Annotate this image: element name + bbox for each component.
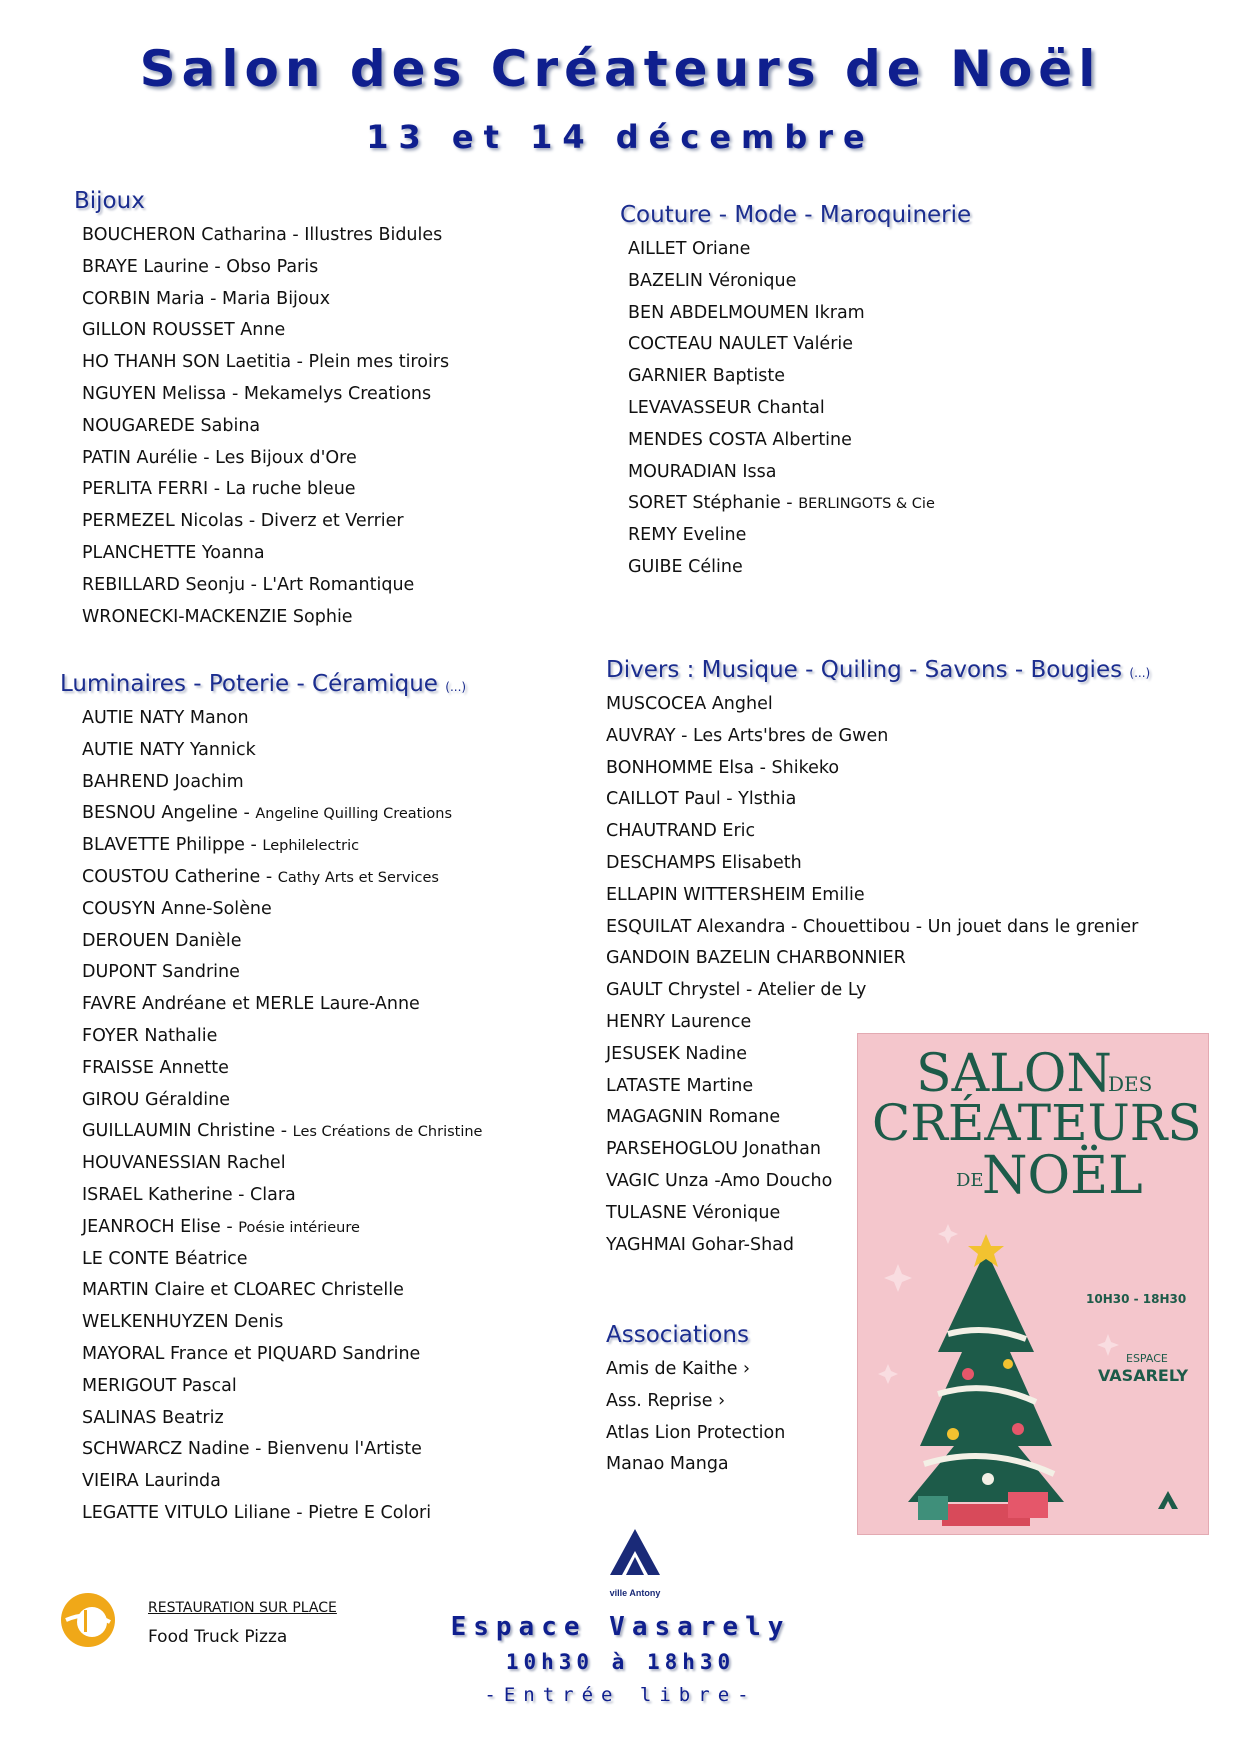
list-item — [628, 361, 971, 393]
item-text: BAHREND Joachim — [82, 771, 244, 792]
list-item — [82, 1212, 482, 1244]
list-item — [82, 989, 482, 1021]
list-item — [82, 1434, 482, 1466]
list-item — [606, 689, 1150, 721]
item-text: Atlas Lion Protection — [606, 1422, 786, 1443]
list-item — [82, 347, 449, 379]
item-text: BAZELIN Véronique — [628, 270, 797, 291]
item-text: BLAVETTE Philippe - — [82, 835, 263, 856]
poster-hours: 10H30 - 18H30 — [1086, 1292, 1187, 1306]
list-item — [82, 1371, 482, 1403]
list-item — [82, 926, 482, 958]
item-text: FRAISSE Annette — [82, 1057, 229, 1078]
item-text: Amis de Kaithe › — [606, 1359, 751, 1379]
section-heading: Bijoux — [74, 188, 145, 214]
list-item — [82, 379, 449, 411]
list-item — [82, 1339, 482, 1371]
antony-logo-icon — [602, 1527, 668, 1583]
ville-antony-logo — [602, 1527, 668, 1597]
item-subtitle: Poésie intérieure — [238, 1219, 360, 1236]
item-text: GAULT Chrystel - Atelier de Ly — [606, 980, 867, 1001]
list-item — [82, 443, 449, 475]
list-item — [628, 298, 971, 330]
item-text: Manao Manga — [606, 1454, 729, 1475]
item-text: PLANCHETTE Yoanna — [82, 542, 265, 563]
section-bijoux — [74, 188, 449, 633]
item-subtitle: BERLINGOTS & Cie — [798, 496, 935, 513]
item-text: AUTIE NATY Manon — [82, 708, 249, 728]
list-item — [82, 1180, 482, 1212]
item-text: AUTIE NATY Yannick — [82, 739, 256, 760]
item-text: REBILLARD Seonju - L'Art Romantique — [82, 574, 415, 595]
item-text: CHAUTRAND Eric — [606, 821, 756, 842]
list-item — [82, 1148, 482, 1180]
list-item — [606, 753, 1150, 785]
list-item — [82, 602, 449, 634]
event-poster — [857, 1033, 1209, 1535]
item-text: HENRY Laurence — [606, 1011, 752, 1032]
item-text: VIEIRA Laurinda — [82, 1471, 221, 1492]
item-text: CAILLOT Paul - Ylsthia — [606, 789, 797, 810]
list-item — [628, 393, 971, 425]
item-text: ESQUILAT Alexandra - Chouettibou - Un jouet dans le grenier — [606, 916, 1139, 937]
item-text: Ass. Reprise › — [606, 1390, 726, 1411]
section-heading — [606, 657, 1150, 683]
list-item — [82, 1498, 482, 1530]
list-item — [606, 848, 1150, 880]
list-item — [606, 816, 1150, 848]
item-text: PATIN Aurélie - Les Bijoux d'Ore — [82, 447, 357, 468]
poster-title-line3: NOËL — [982, 1146, 1143, 1206]
list-item — [628, 520, 971, 552]
list-item — [82, 1085, 482, 1117]
item-text: MOURADIAN Issa — [628, 461, 777, 482]
heading-suffix: (...) — [445, 680, 467, 694]
item-text: GARNIER Baptiste — [628, 366, 786, 387]
list-item — [82, 1307, 482, 1339]
list-item — [82, 538, 449, 570]
list-item — [82, 957, 482, 989]
item-text: LE CONTE Béatrice — [82, 1248, 248, 1269]
list-item — [628, 234, 971, 266]
item-text: MUSCOCEA Anghel — [606, 694, 773, 714]
item-text: GUILLAUMIN Christine - — [82, 1121, 293, 1142]
item-text: NOUGAREDE Sabina — [82, 415, 261, 436]
item-text: MARTIN Claire et CLOAREC Christelle — [82, 1280, 404, 1301]
item-text: ELLAPIN WITTERSHEIM Emilie — [606, 884, 865, 905]
section-heading: Couture - Mode - Maroquinerie — [620, 202, 972, 228]
poster-title-line2: CRÉATEURS — [872, 1094, 1202, 1152]
page-title: Salon des Créateurs de Noël — [139, 40, 1102, 98]
list-item — [82, 862, 482, 894]
list-item — [82, 830, 482, 862]
item-text: FOYER Nathalie — [82, 1025, 218, 1046]
list-item — [628, 457, 971, 489]
item-text: GANDOIN BAZELIN CHARBONNIER — [606, 948, 906, 969]
item-text: GIROU Géraldine — [82, 1089, 230, 1110]
item-text: PARSEHOGLOU Jonathan — [606, 1139, 821, 1160]
list-item — [82, 315, 449, 347]
list-item — [628, 266, 971, 298]
item-text: LATASTE Martine — [606, 1075, 754, 1096]
poster-venue-small: ESPACE — [1126, 1352, 1168, 1365]
section-couture — [620, 202, 971, 584]
list-item — [606, 1354, 785, 1386]
item-text: MAGAGNIN Romane — [606, 1107, 781, 1128]
item-text: GILLON ROUSSET Anne — [82, 320, 286, 341]
list-item — [82, 411, 449, 443]
item-text: COCTEAU NAULET Valérie — [628, 334, 854, 355]
section-heading: Associations — [606, 1322, 749, 1348]
list-item — [606, 1418, 785, 1450]
list-item — [628, 425, 971, 457]
list-item — [82, 767, 482, 799]
item-text: WRONECKI-MACKENZIE Sophie — [82, 606, 353, 627]
list-item — [82, 1403, 482, 1435]
item-text: AILLET Oriane — [628, 239, 751, 259]
poster-venue-big: VASARELY — [1098, 1366, 1189, 1385]
exhibitor-list — [60, 703, 482, 1530]
item-text: BOUCHERON Catharina - Illustres Bidules — [82, 225, 443, 245]
restauration-title: RESTAURATION SUR PLACE — [148, 1600, 337, 1616]
item-text: LEGATTE VITULO Liliane - Pietre E Colori — [82, 1502, 432, 1523]
section-associations — [606, 1322, 785, 1481]
list-item — [606, 1386, 785, 1418]
heading-text: Divers : Musique - Quiling - Savons - Bougies — [606, 657, 1123, 683]
list-item — [82, 474, 449, 506]
association-list — [606, 1354, 785, 1481]
item-text: WELKENHUYZEN Denis — [82, 1312, 284, 1333]
item-text: BESNOU Angeline - — [82, 803, 256, 824]
item-subtitle: Angeline Quilling Creations — [255, 806, 453, 823]
item-text: SALINAS Beatriz — [82, 1407, 224, 1428]
item-text: YAGHMAI Gohar-Shad — [606, 1234, 795, 1255]
list-item — [82, 570, 449, 602]
item-text: BONHOMME Elsa - Shikeko — [606, 757, 840, 778]
section-luminaires — [60, 671, 482, 1530]
item-text: DUPONT Sandrine — [82, 962, 240, 983]
list-item — [82, 798, 482, 830]
list-item — [628, 552, 971, 584]
item-text: REMY Eveline — [628, 525, 747, 546]
item-text: MERIGOUT Pascal — [82, 1375, 237, 1396]
footer-hours: 10h30 à 18h30 — [505, 1650, 736, 1674]
footer-venue: Espace Vasarely — [450, 1612, 791, 1642]
restauration-item: Food Truck Pizza — [148, 1627, 288, 1647]
item-text: PERLITA FERRI - La ruche bleue — [82, 479, 356, 500]
item-text: BRAYE Laurine - Obso Paris — [82, 256, 319, 277]
item-text: ISRAEL Katherine - Clara — [82, 1184, 296, 1205]
poster-title-des: DES — [1108, 1072, 1153, 1096]
list-item — [628, 488, 971, 520]
list-item — [82, 1466, 482, 1498]
item-subtitle: Cathy Arts et Services — [277, 869, 439, 886]
exhibitor-list — [620, 234, 971, 584]
list-item — [82, 894, 482, 926]
list-item — [606, 721, 1150, 753]
item-text: TULASNE Véronique — [606, 1202, 781, 1223]
item-text: SCHWARCZ Nadine - Bienvenu l'Artiste — [82, 1439, 422, 1460]
item-text: DESCHAMPS Elisabeth — [606, 852, 802, 873]
item-text: MENDES COSTA Albertine — [628, 429, 852, 450]
logo-text: ville Antony — [609, 1588, 661, 1598]
list-item — [82, 284, 449, 316]
item-text: AUVRAY - Les Arts'bres de Gwen — [606, 725, 889, 746]
list-item — [82, 506, 449, 538]
item-text: NGUYEN Melissa - Mekamelys Creations — [82, 383, 432, 404]
item-text: HO THANH SON Laetitia - Plein mes tiroirs — [82, 352, 450, 373]
list-item — [82, 1053, 482, 1085]
item-text: JESUSEK Nadine — [606, 1043, 747, 1064]
event-dates: 13 et 14 décembre — [366, 118, 875, 156]
list-item — [82, 703, 482, 735]
item-text: COUSYN Anne-Solène — [82, 898, 272, 919]
list-item — [82, 220, 449, 252]
heading-text: Luminaires - Poterie - Céramique — [60, 671, 438, 697]
list-item — [606, 784, 1150, 816]
item-text: JEANROCH Elise - — [82, 1216, 239, 1237]
item-text: VAGIC Unza -Amo Doucho — [606, 1170, 833, 1191]
item-text: SORET Stéphanie - — [628, 493, 799, 514]
item-subtitle: Les Créations de Christine — [292, 1124, 483, 1141]
item-text: COUSTOU Catherine - — [82, 866, 278, 887]
list-item — [628, 329, 971, 361]
poster-title-de: DE — [956, 1170, 984, 1191]
item-text: FAVRE Andréane et MERLE Laure-Anne — [82, 994, 420, 1015]
list-item — [606, 1449, 785, 1481]
footer-entry: -Entrée libre- — [484, 1684, 757, 1706]
item-subtitle: Lephilelectric — [262, 838, 360, 855]
list-item — [82, 252, 449, 284]
poster-title-line1: SALON — [916, 1044, 1112, 1104]
list-item — [82, 1021, 482, 1053]
list-item — [82, 735, 482, 767]
exhibitor-list — [74, 220, 449, 633]
item-text: BEN ABDELMOUMEN Ikram — [628, 302, 865, 323]
item-text: MAYORAL France et PIQUARD Sandrine — [82, 1343, 421, 1364]
item-text: CORBIN Maria - Maria Bijoux — [82, 288, 331, 309]
item-text: HOUVANESSIAN Rachel — [82, 1153, 286, 1174]
item-text: DEROUEN Danièle — [82, 930, 242, 951]
item-text: PERMEZEL Nicolas - Diverz et Verrier — [82, 511, 404, 532]
list-item — [82, 1244, 482, 1276]
item-text: GUIBE Céline — [628, 556, 743, 577]
list-item — [82, 1116, 482, 1148]
heading-suffix: (...) — [1129, 666, 1151, 680]
item-text: LEVAVASSEUR Chantal — [628, 397, 825, 418]
list-item — [606, 943, 1150, 975]
list-item — [606, 975, 1150, 1007]
list-item — [606, 912, 1150, 944]
list-item — [606, 880, 1150, 912]
section-heading — [60, 671, 482, 697]
list-item — [82, 1275, 482, 1307]
